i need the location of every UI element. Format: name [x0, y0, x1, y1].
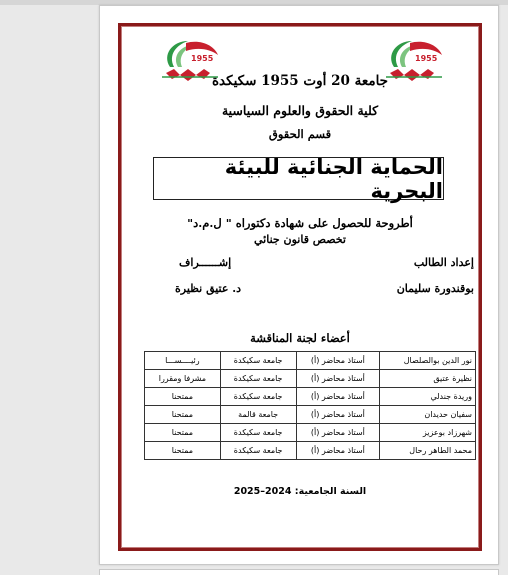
department-name: قسم الحقوق [268, 127, 332, 141]
member-role: ممتحنا [145, 424, 221, 442]
member-role: ممتحنا [145, 406, 221, 424]
member-university: جامعة سكيكدة [220, 388, 296, 406]
supervisor-label: إشــــــراف [179, 256, 232, 269]
member-university: جامعة سكيكدة [220, 424, 296, 442]
committee-table [144, 351, 476, 460]
member-role: ممتحنا [145, 388, 221, 406]
member-university: جامعة سكيكدة [220, 442, 296, 460]
thesis-title-box [153, 154, 444, 203]
svg-text:1955: 1955 [191, 54, 214, 63]
student-label: إعداد الطالب [413, 256, 474, 269]
member-name: نظيرة عتيق [380, 370, 476, 388]
faculty-name: كلية الحقوق والعلوم السياسية [221, 103, 379, 118]
member-rank: أستاذ محاضر (أ) [296, 424, 380, 442]
academic-year: السنة الجامعية: 2024–2025 [233, 486, 367, 497]
member-name: محمد الطاهر رحال [380, 442, 476, 460]
member-rank: أستاذ محاضر (أ) [296, 388, 380, 406]
member-role: رئيــــســـا [145, 352, 221, 370]
member-rank: أستاذ محاضر (أ) [296, 352, 380, 370]
member-name: شهرزاد بوعزيز [380, 424, 476, 442]
table-row [145, 352, 476, 370]
supervisor-name: د. عتيق نظيرة [175, 282, 241, 295]
member-university: جامعة سكيكدة [220, 370, 296, 388]
student-name: بوقندورة سليمان [396, 282, 474, 295]
page-border-frame [118, 23, 482, 551]
next-document-page [99, 569, 499, 575]
table-row [145, 442, 476, 460]
university-name: جامعة 20 أوت 1955 سكيكدة [211, 73, 389, 89]
member-university: جامعة سكيكدة [220, 352, 296, 370]
svg-text:1955: 1955 [415, 54, 438, 63]
table-row [145, 370, 476, 388]
thesis-title: الحماية الجنائية للبيئة البحرية [224, 154, 443, 203]
specialization: تخصص قانون جنائي [254, 233, 346, 246]
member-name: وريدة جندلي [380, 388, 476, 406]
member-rank: أستاذ محاضر (أ) [296, 406, 380, 424]
member-role: مشرفا ومقررا [145, 370, 221, 388]
table-row [145, 388, 476, 406]
table-row [145, 424, 476, 442]
committee-title: أعضاء لجنة المناقشة [250, 331, 350, 345]
document-page [99, 5, 499, 565]
thesis-type: أطروحة للحصول على شهادة دكتوراه " ل.م.د" [187, 216, 413, 230]
member-university: جامعة قالمة [220, 406, 296, 424]
member-name: سفيان حديدان [380, 406, 476, 424]
member-name: نور الدين بوالصلصال [380, 352, 476, 370]
member-rank: أستاذ محاضر (أ) [296, 442, 380, 460]
table-row [145, 406, 476, 424]
member-role: ممتحنا [145, 442, 221, 460]
member-rank: أستاذ محاضر (أ) [296, 370, 380, 388]
